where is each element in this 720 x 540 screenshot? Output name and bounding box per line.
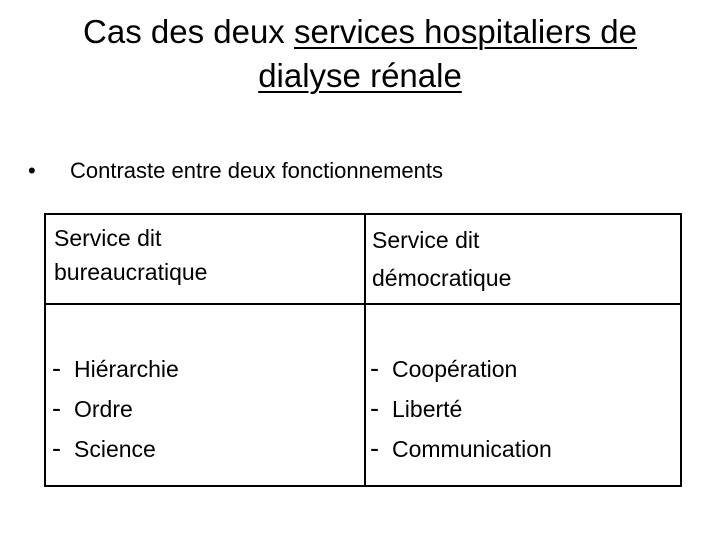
right-header-line-2: démocratique [372, 265, 512, 291]
dash-marker: - [52, 393, 61, 423]
left-header-line-2: bureaucratique [54, 259, 208, 285]
list-item [52, 389, 179, 429]
dash-marker: - [370, 393, 379, 423]
list-item-text: Liberté [392, 396, 463, 422]
dash-marker: - [370, 353, 379, 383]
dash-marker: - [52, 353, 61, 383]
table-column-divider [364, 215, 366, 485]
list-item-text: Science [74, 436, 156, 462]
title-underlined-part-1: services hospitaliers de [293, 13, 637, 50]
dash-marker: - [370, 433, 379, 463]
bullet-text: Contraste entre deux fonctionnements [70, 158, 444, 183]
left-column-header [54, 221, 354, 289]
left-column-list [52, 349, 179, 469]
list-item [370, 349, 552, 389]
title-underlined-part-2: dialyse rénale [258, 57, 462, 94]
list-item-text: Ordre [74, 396, 133, 422]
slide-title [40, 10, 680, 98]
comparison-table [44, 213, 682, 487]
dash-marker: - [52, 433, 61, 463]
right-column-list [370, 349, 552, 469]
title-text: Cas des deux [83, 13, 294, 50]
list-item [370, 389, 552, 429]
right-column-header [372, 221, 672, 297]
table-row-divider [46, 303, 680, 305]
bullet-icon: • [28, 158, 36, 183]
right-header-line-1: Service dit [372, 227, 480, 253]
list-item [52, 429, 179, 469]
list-item-text: Coopération [392, 356, 518, 382]
left-header-line-1: Service dit [54, 225, 162, 251]
list-item-text: Hiérarchie [74, 356, 179, 382]
list-item-text: Communication [392, 436, 552, 462]
list-item [52, 349, 179, 389]
list-item [370, 429, 552, 469]
bullet-point [28, 156, 443, 186]
